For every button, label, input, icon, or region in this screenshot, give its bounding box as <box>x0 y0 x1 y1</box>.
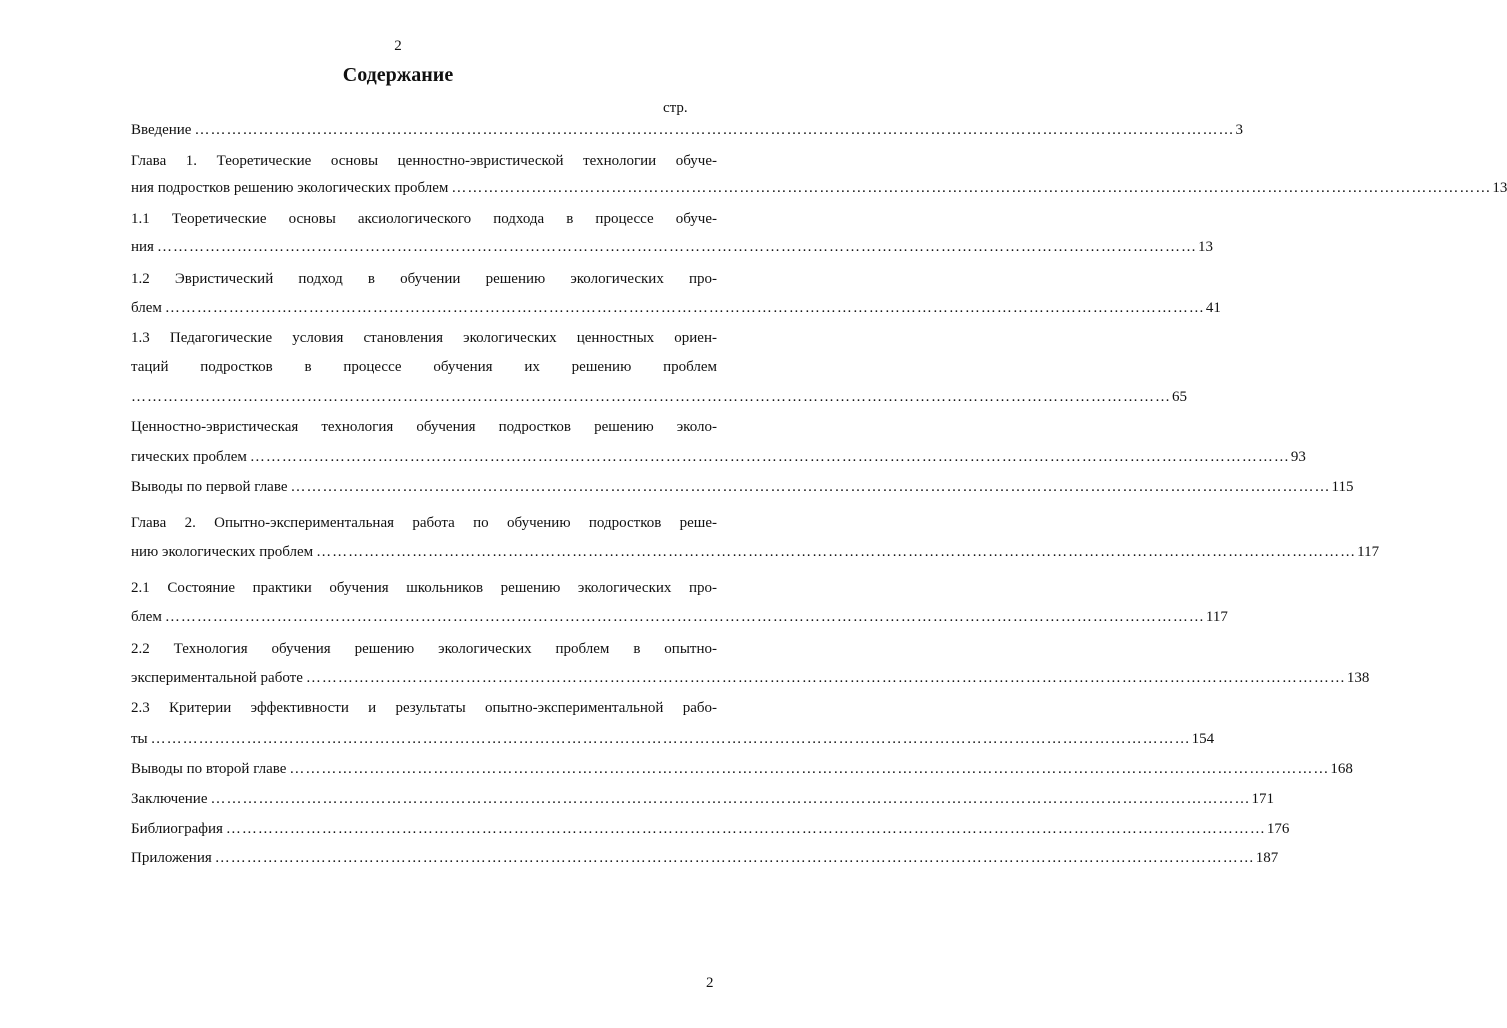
toc-entry-chapter-2: Глава 2. Опытно-экспериментальная работа по обучению подростков реше- <box>131 515 717 531</box>
dot-leader: …………………………………………………………………………………………………………………………………………………………………………… <box>164 300 1205 316</box>
toc-entry-section-1-3-cont <box>131 386 1187 408</box>
toc-page: 117 <box>1205 609 1228 625</box>
toc-page: 13 <box>1492 180 1507 196</box>
toc-page: 93 <box>1290 449 1306 465</box>
dot-leader: …………………………………………………………………………………………………………………………………………………………………………… <box>225 821 1266 837</box>
page-number-top: 2 <box>394 38 402 54</box>
toc-entry-conclusion: Заключение …………………………………………………………………………………………………………………………………………………………………………… 171 <box>131 788 717 810</box>
toc-page: 65 <box>1172 389 1187 405</box>
dot-leader: …………………………………………………………………………………………………………………………………………………………………………… <box>210 791 1251 807</box>
dot-leader: …………………………………………………………………………………………………………………………………………………………………………… <box>194 122 1235 138</box>
toc-entry-section-2-3-cont: ты …………………………………………………………………………………………………………………………………………………………………………… 154 <box>131 728 717 750</box>
toc-page: 41 <box>1205 300 1221 316</box>
toc-entry-appendix: Приложения …………………………………………………………………………………………………………………………………………………………………………… 187 <box>131 847 717 869</box>
toc-page: 171 <box>1251 791 1274 807</box>
toc-entry-chapter-1: Глава 1. Теоретические основы ценностно-эвристической технологии обуче- <box>131 153 717 169</box>
toc-page: 187 <box>1255 850 1279 866</box>
toc-entry-section-2-2: 2.2 Технология обучения решению экологических проблем в опытно- <box>131 641 717 657</box>
dot-leader: …………………………………………………………………………………………………………………………………………………………………………… <box>451 180 1492 196</box>
toc-entry-section-1-1-cont: ния …………………………………………………………………………………………………………………………………………………………………………… 13 <box>131 236 717 258</box>
toc-page: 154 <box>1191 731 1215 747</box>
toc-entry-section-2-1-cont: блем …………………………………………………………………………………………………………………………………………………………………………… 117 <box>131 606 717 628</box>
toc-page: 176 <box>1266 821 1290 837</box>
dot-leader: …………………………………………………………………………………………………………………………………………………………………………… <box>290 479 1331 495</box>
dot-leader: …………………………………………………………………………………………………………………………………………………………………………… <box>289 761 1330 777</box>
toc-entry-section-1-2: 1.2 Эвристический подход в обучении решению экологических про- <box>131 271 717 287</box>
toc-entry-section-1-3: 1.3 Педагогические условия становления экологических ценностных ориен- <box>131 330 717 346</box>
toc-entry-section-1-1: 1.1 Теоретические основы аксиологического подхода в процессе обуче- <box>131 211 717 227</box>
toc-page: 117 <box>1357 544 1380 560</box>
toc-entry-bibliography: Библиография …………………………………………………………………………………………………………………………………………………………………………… 176 <box>131 818 717 840</box>
toc-entry-section-2-2-cont: экспериментальной работе …………………………………………………………………………………………………………………………………………………………………………… 138 <box>131 667 717 689</box>
toc-entry-section-1-4-cont: гических проблем …………………………………………………………………………………………………………………………………………………………………………… 93 <box>131 446 717 468</box>
page-number-bottom: 2 <box>706 975 714 991</box>
dot-leader: …………………………………………………………………………………………………………………………………………………………………………… <box>214 850 1255 866</box>
dot-leader: …………………………………………………………………………………………………………………………………………………………………………… <box>316 544 1357 560</box>
toc-entry-section-1-2-cont: блем …………………………………………………………………………………………………………………………………………………………………………… 41 <box>131 297 717 319</box>
toc-entry-section-1-4: Ценностно-эвристическая технология обучения подростков решению эколо- <box>131 419 717 435</box>
page-title: Содержание <box>342 64 454 86</box>
toc-entry-chapter-2-cont: нию экологических проблем …………………………………………………………………………………………………………………………………………………………………………… 117 <box>131 541 717 563</box>
dot-leader: …………………………………………………………………………………………………………………………………………………………………………… <box>249 449 1290 465</box>
toc-page: 3 <box>1235 122 1243 138</box>
dot-leader: …………………………………………………………………………………………………………………………………………………………………………… <box>156 239 1197 255</box>
toc-page: 115 <box>1331 479 1354 495</box>
toc-entry-section-1-3-line2: таций подростков в процессе обучения их решению проблем <box>131 359 717 375</box>
toc-entry-conclusions-1: Выводы по первой главе …………………………………………………………………………………………………………………………………………………………………………… 115 <box>131 476 717 498</box>
toc-entry-section-2-1: 2.1 Состояние практики обучения школьников решению экологических про- <box>131 580 717 596</box>
page-column-label: стр. <box>663 100 688 116</box>
toc-entry-chapter-1-cont: ния подростков решению экологических проблем …………………………………………………………………………………………………………………………………………………………………………… 13 <box>131 177 717 199</box>
toc-entry-intro: Введение …………………………………………………………………………………………………………………………………………………………………………… 3 <box>131 119 717 141</box>
toc-entry-section-2-3: 2.3 Критерии эффективности и результаты опытно-экспериментальной рабо- <box>131 700 717 716</box>
toc-page: 168 <box>1330 761 1353 777</box>
dot-leader: …………………………………………………………………………………………………………………………………………………………………………… <box>131 389 1171 405</box>
toc-page: 13 <box>1197 239 1213 255</box>
dot-leader: …………………………………………………………………………………………………………………………………………………………………………… <box>150 731 1191 747</box>
toc-page: 138 <box>1346 670 1370 686</box>
toc-entry-conclusions-2: Выводы по второй главе …………………………………………………………………………………………………………………………………………………………………………… 168 <box>131 758 717 780</box>
dot-leader: …………………………………………………………………………………………………………………………………………………………………………… <box>305 670 1346 686</box>
dot-leader: …………………………………………………………………………………………………………………………………………………………………………… <box>164 609 1205 625</box>
